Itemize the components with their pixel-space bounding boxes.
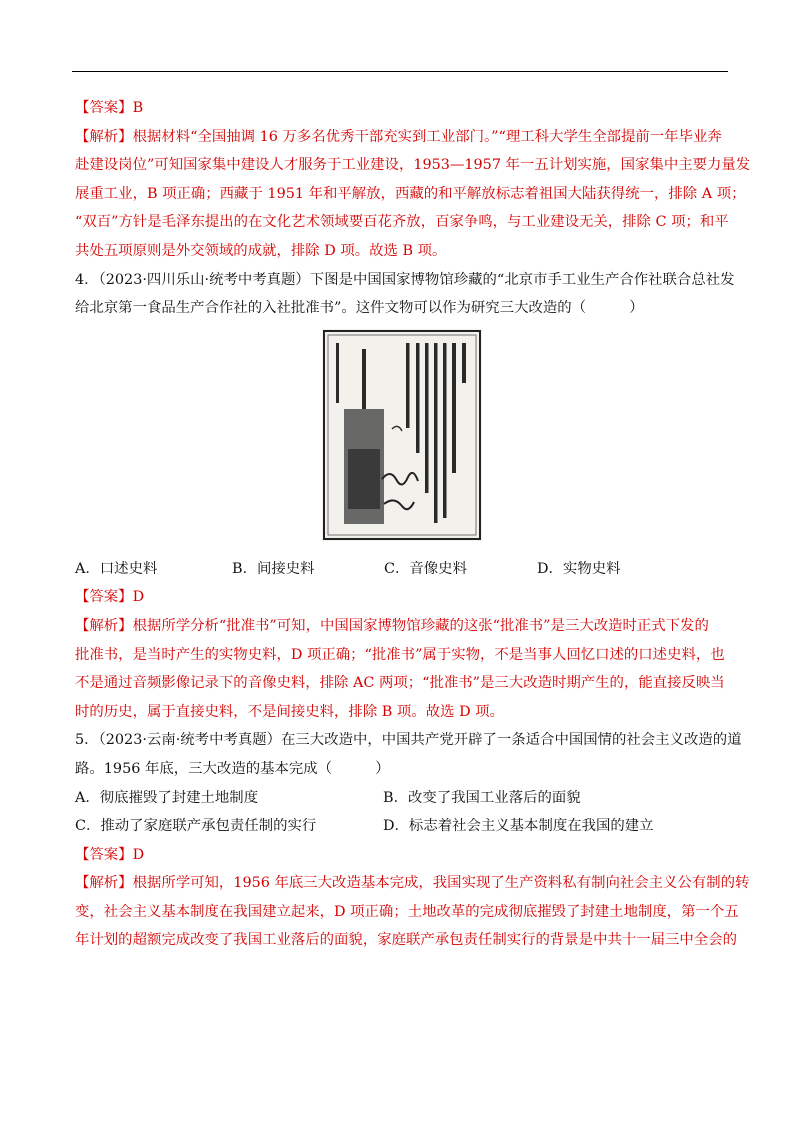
q5-analysis (75, 869, 750, 955)
q4-analysis-line: 不是通过音频影像记录下的音像史料，排除 AC 两项；“批准书”是三大改造时期产生的，能直接反映当 (75, 675, 725, 692)
q4-analysis-line: 时的历史，属于直接史料，不是间接史料，排除 B 项。故选 D 项。 (75, 703, 504, 720)
q4-options (75, 555, 725, 584)
q3-analysis-line: 展重工业，B 项正确；西藏于 1951 年和平解放，西藏的和平解放标志着祖国大陆获得统一，排除 A 项； (75, 185, 746, 202)
q4-stem-line: 4．（2023·四川乐山·统考中考真题）下图是中国国家博物馆珍藏的“北京市手工业生产合作社联合总社发 (75, 271, 735, 288)
q4-stem (75, 266, 735, 323)
q4-option-c: C．音像史料 (384, 560, 467, 577)
q4-option-a: A．口述史料 (75, 560, 158, 577)
q4-stem-line: 给北京第一食品生产合作社的入社批准书”。这件文物可以作为研究三大改造的（ ） (75, 300, 644, 317)
approval-document-image (322, 329, 482, 541)
q5-stem (75, 726, 742, 783)
q4-analysis (75, 612, 725, 726)
q5-option-d: D．标志着社会主义基本制度在我国的建立 (383, 818, 654, 835)
document-body (75, 94, 751, 955)
q3-analysis-line: 【解析】根据材料“全国抽调 16 万多名优秀干部充实到工业部门。”“理工科大学生全部提前一年毕业奔 (75, 128, 722, 145)
q3-analysis-line: “双百”方针是毛泽东提出的在文化艺术领域要百花齐放，百家争鸣，与工业建设无关，排除 C 项；和平 (75, 214, 729, 231)
q5-answer: 【答案】D (75, 846, 145, 863)
q5-options-row-1 (75, 784, 725, 813)
q3-analysis-line: 赴建设岗位”可知国家集中建设人才服务于工业建设，1953—1957 年一五计划实施，国家集中主要力量发 (75, 157, 751, 174)
q4-answer: 【答案】D (75, 589, 145, 606)
q5-stem-line: 5．（2023·云南·统考中考真题）在三大改造中，中国共产党开辟了一条适合中国国情的社会主义改造的道 (75, 732, 742, 749)
q3-answer: 【答案】B (75, 100, 144, 116)
q5-analysis-line: 变，社会主义基本制度在我国建立起来，D 项正确；土地改革的完成彻底摧毁了封建土地制度，第一个五 (75, 903, 739, 920)
q4-figure-area (75, 323, 725, 555)
q4-option-d: D．实物史料 (537, 560, 621, 577)
header-rule (72, 71, 728, 72)
q5-stem-line: 路。1956 年底，三大改造的基本完成（ ） (75, 760, 390, 777)
q4-analysis-line: 批准书，是当时产生的实物史料，D 项正确；“批准书”属于实物，不是当事人回忆口述的口述史料，也 (75, 646, 725, 663)
q3-analysis (75, 123, 751, 266)
q5-analysis-line: 【解析】根据所学可知，1956 年底三大改造基本完成，我国实现了生产资料私有制向社会主义公有制的转 (75, 875, 750, 892)
q5-option-a: A．彻底摧毁了封建土地制度 (75, 789, 259, 806)
q5-options-row-2 (75, 812, 725, 841)
q5-analysis-line: 年计划的超额完成改变了我国工业落后的面貌，家庭联产承包责任制实行的背景是中共十一届三中全会的 (75, 932, 737, 949)
q3-analysis-line: 共处五项原则是外交领域的成就，排除 D 项。故选 B 项。 (75, 242, 447, 259)
q5-option-c: C．推动了家庭联产承包责任制的实行 (75, 818, 317, 835)
q4-option-b: B．间接史料 (232, 560, 315, 577)
q4-analysis-line: 【解析】根据所学分析“批准书”可知，中国国家博物馆珍藏的这张“批准书”是三大改造时正式下发的 (75, 617, 709, 634)
q5-option-b: B．改变了我国工业落后的面貌 (383, 789, 581, 806)
